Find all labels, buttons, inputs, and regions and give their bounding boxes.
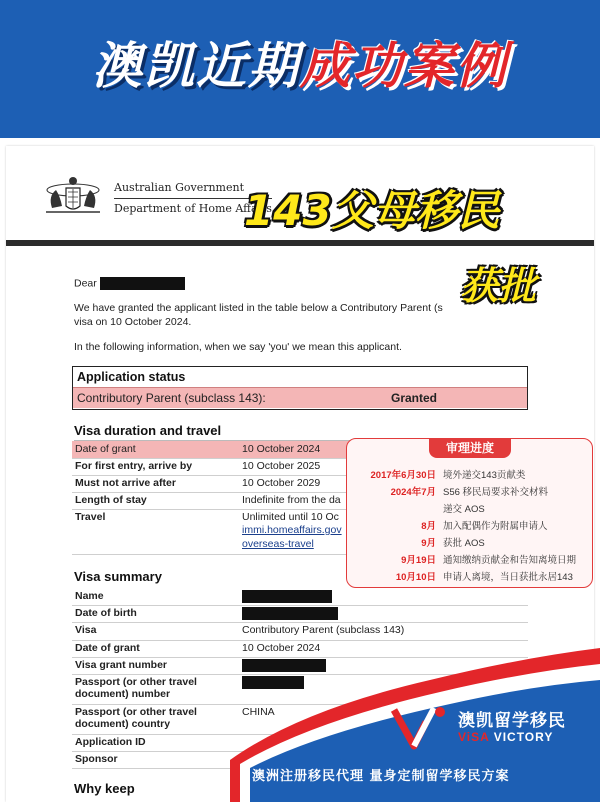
row-value	[242, 607, 338, 620]
timeline-item	[347, 467, 592, 484]
timeline-text: S56 移民局要求补交材料	[443, 487, 549, 498]
row-key: Must not arrive after	[75, 477, 176, 489]
table-row	[72, 588, 528, 606]
row-key: Application ID	[75, 736, 146, 748]
row-key: Sponsor	[75, 753, 118, 765]
row-key: Date of grant	[75, 443, 136, 455]
redacted-value	[242, 590, 332, 603]
banner-title	[0, 26, 600, 98]
row-key: Date of grant	[75, 642, 140, 654]
top-banner	[0, 0, 600, 138]
brand-logo	[390, 700, 590, 752]
timeline-item	[347, 484, 592, 501]
row-value: Unlimited until 10 Oc	[242, 511, 339, 523]
visa-type-highlight: 143父母移民	[244, 186, 500, 235]
redacted-value	[242, 607, 338, 620]
timeline-date: 9月19日	[401, 555, 436, 566]
status-label: Contributory Parent (subclass 143):	[77, 391, 266, 405]
row-value: Contributory Parent (subclass 143)	[242, 624, 405, 636]
row-key: For first entry, arrive by	[75, 460, 193, 472]
row-value: 10 October 2029	[242, 477, 321, 489]
footer-slogan: 澳洲注册移民代理 量身定制留学移民方案	[252, 769, 510, 784]
visa-summary-heading: Visa summary	[74, 569, 162, 584]
timeline-item	[347, 501, 592, 518]
travel-link-2[interactable]: overseas-travel	[242, 538, 314, 550]
row-value	[242, 590, 332, 603]
approved-highlight: 获批	[460, 264, 537, 308]
timeline-text: 加入配偶作为附属申请人	[443, 521, 548, 532]
table-row	[72, 605, 528, 623]
row-key: Visa	[75, 624, 97, 636]
row-key-cont: document) country	[75, 718, 171, 730]
application-status-heading: Application status	[77, 370, 186, 384]
visa-victory-logo-icon	[390, 702, 452, 750]
timeline-date: 2017年6月30日	[370, 470, 436, 481]
row-value: CHINA	[242, 706, 275, 718]
timeline-item	[347, 552, 592, 569]
gov-line-1: Australian Government	[114, 181, 245, 194]
logo-chinese-name: 澳凯留学移民	[458, 711, 566, 731]
logo-en-visa: ViSA	[458, 730, 490, 744]
timeline-text: 递交 AOS	[443, 504, 485, 515]
timeline-item	[347, 535, 592, 552]
timeline-date: 9月	[421, 538, 436, 549]
visa-duration-heading: Visa duration and travel	[74, 423, 526, 441]
logo-en-victory: VICTORY	[489, 730, 554, 744]
row-key: Name	[75, 590, 104, 602]
application-status-box	[72, 366, 528, 410]
timeline-text: 境外递交143贡献类	[443, 470, 526, 481]
row-value: 10 October 2024	[242, 443, 321, 455]
timeline-date: 2024年7月	[390, 487, 436, 498]
letterhead-divider	[6, 240, 594, 246]
status-value: Granted	[391, 391, 438, 405]
progress-timeline-card	[346, 438, 593, 588]
timeline-item	[347, 569, 592, 586]
timeline-text: 申请人离境，当日获批永居143	[443, 572, 573, 583]
row-key: Passport (or other travel	[75, 706, 197, 718]
progress-title: 审理进度	[429, 438, 511, 458]
row-key-cont: document) number	[75, 688, 171, 700]
timeline-text: 通知缴纳贡献金和告知离境日期	[443, 555, 577, 566]
banner-title-white: 澳凯近期	[92, 37, 300, 95]
timeline-item	[347, 518, 592, 535]
row-value: 10 October 2024	[242, 642, 321, 654]
travel-link[interactable]: immi.homeaffairs.gov	[242, 524, 342, 536]
row-key: Length of stay	[75, 494, 147, 506]
letter-para-2: In the following information, when we say 'you' we mean this applicant.	[74, 341, 402, 353]
application-status-row	[73, 387, 527, 408]
logo-english-name	[458, 730, 553, 744]
row-key: Passport (or other travel	[75, 676, 197, 688]
timeline-date: 8月	[421, 521, 436, 532]
salutation	[74, 277, 185, 290]
coat-of-arms-icon	[38, 172, 108, 222]
dear-text: Dear	[74, 277, 97, 290]
gov-line-2: Department of Home Affairs	[114, 198, 272, 219]
row-value: Indefinite from the da	[242, 494, 341, 506]
row-value: 10 October 2025	[242, 460, 321, 472]
table-row	[72, 622, 528, 641]
timeline-text: 获批 AOS	[443, 538, 485, 549]
row-key: Date of birth	[75, 607, 137, 619]
letter-para-1a: We have granted the applicant listed in the table below a Contributory Parent (s	[74, 302, 443, 314]
banner-title-red: 成功案例	[300, 37, 508, 95]
why-keep-heading: Why keep	[74, 781, 135, 796]
timeline-date: 10月10日	[395, 572, 436, 583]
letter-para-1b: visa on 10 October 2024.	[74, 316, 192, 328]
row-key: Visa grant number	[75, 659, 167, 671]
redacted-name	[100, 277, 185, 290]
row-key: Travel	[75, 511, 106, 523]
